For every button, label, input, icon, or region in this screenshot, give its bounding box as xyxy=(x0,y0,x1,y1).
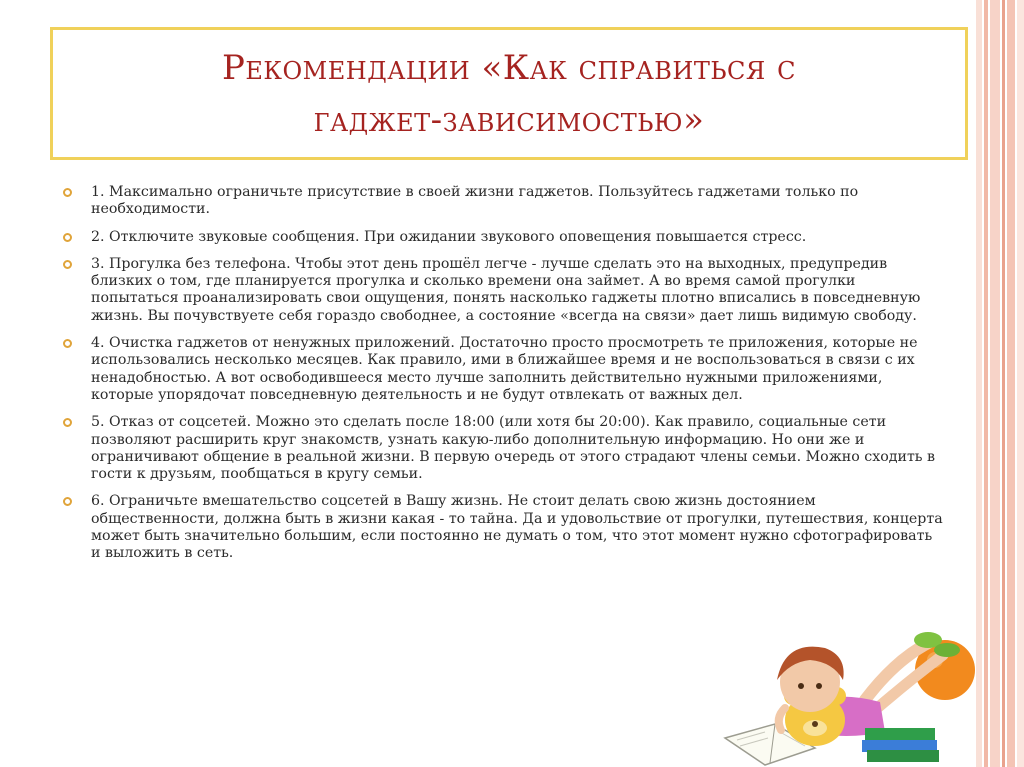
list-item-text: 2. Отключите звуковые сообщения. При ожидании звукового оповещения повышается стресс. xyxy=(91,228,807,245)
list-item-text: 4. Очистка гаджетов от ненужных приложений. Достаточно просто просмотреть те приложения, которые не использовались несколько месяцев. Как правило, ими в ближайшее время и не воспользоваться в связи с их ненадобностью. А вот освободившееся место лучше заполнить действительно нужными приложениями, которые упорядочат повседневную деятельность и не будут отвлекать от важных дел. xyxy=(91,335,918,403)
list-item xyxy=(63,256,943,325)
ring-bullet-icon xyxy=(63,188,72,197)
list-item-text: 6. Ограничьте вмешательство соцсетей в Вашу жизнь. Не стоит делать свою жизнь достоянием общественности, должна быть в жизни какая - то тайна. Да и удовольствие от прогулки, путешествия, концерта может быть значительно большим, если постоянно не думать о том, что этот момент нужно сфотографировать и выложить в сеть. xyxy=(91,493,943,562)
page-title xyxy=(222,42,796,146)
list-item xyxy=(63,493,943,562)
ring-bullet-icon xyxy=(63,233,72,242)
list-item-text: 3. Прогулка без телефона. Чтобы этот день прошёл легче - лучше сделать это на выходных, предупредив близких о том, где планируется прогулка и сколько времени она займет. А во время самой прогулки попытаться проанализировать свои ощущения, понять насколько гаджеты плотно вписались в повседневную жизнь. Вы почувствуете себя гораздо свободнее, а состояние «всегда на связи» дает лишь видимую свободу. xyxy=(91,255,921,324)
list-item xyxy=(63,414,943,483)
title-line-2: гаджет-зависимостью» xyxy=(313,99,705,140)
list-item xyxy=(63,184,943,219)
recommendations-list xyxy=(63,184,943,573)
child-reading-illustration xyxy=(715,620,985,767)
list-item-text: 1. Максимально ограничьте присутствие в своей жизни гаджетов. Пользуйтесь гаджетами только по необходимости. xyxy=(91,184,859,218)
ring-bullet-icon xyxy=(63,260,72,269)
title-line-1: Рекомендации «Как справиться с xyxy=(222,47,796,88)
ring-bullet-icon xyxy=(63,339,72,348)
ring-bullet-icon xyxy=(63,418,72,427)
ring-bullet-icon xyxy=(63,497,72,506)
title-frame xyxy=(50,27,968,160)
list-item xyxy=(63,229,943,246)
list-item xyxy=(63,335,943,404)
list-item-text: 5. Отказ от соцсетей. Можно это сделать после 18:00 (или хотя бы 20:00). Как правило, социальные сети позволяют расширить круг знакомств, узнать какую-либо дополнительную информацию. Но они же и ограничивают общение в реальной жизни. В первую очередь от этого страдают члены семьи. Можно сходить в гости к друзьям, пообщаться в кругу семьи. xyxy=(91,414,936,483)
